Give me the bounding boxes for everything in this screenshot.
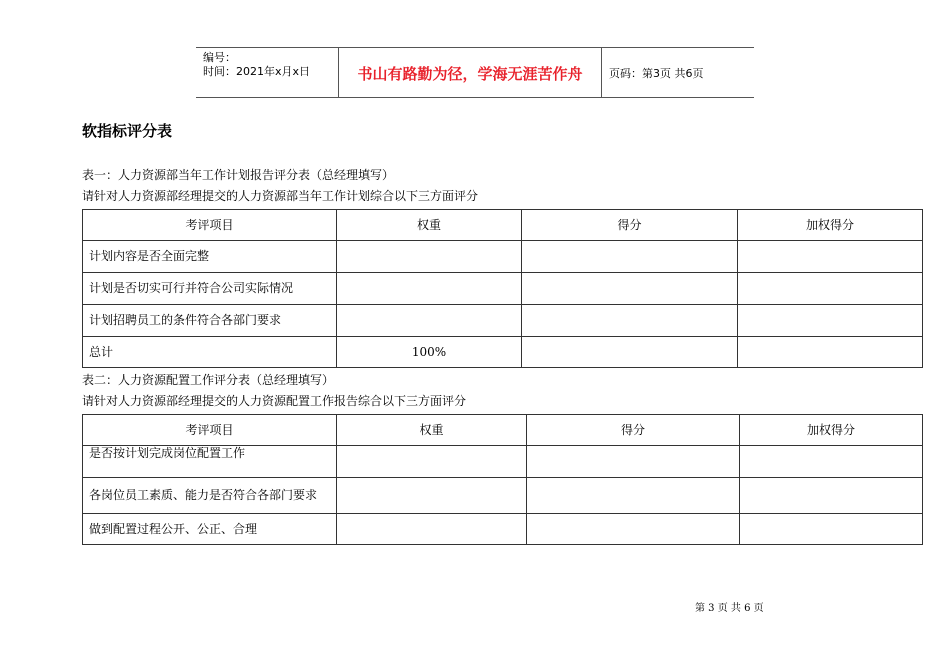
- header-cell-score: 得分: [527, 415, 740, 446]
- table-row: [83, 241, 923, 273]
- item-cell: 计划招聘员工的条件符合各部门要求: [83, 305, 337, 337]
- header-meta-cell: [196, 48, 339, 97]
- table-row: [83, 446, 923, 478]
- table-total-row: [83, 337, 923, 368]
- total-label-cell: 总计: [83, 337, 337, 368]
- header-cell-weight: 权重: [337, 415, 527, 446]
- table-row: [83, 305, 923, 337]
- total-weight-cell: 100%: [337, 337, 522, 368]
- header-cell-item: 考评项目: [83, 415, 337, 446]
- score-cell[interactable]: [527, 478, 740, 514]
- item-cell: 计划内容是否全面完整: [83, 241, 337, 273]
- header-cell-item: 考评项目: [83, 210, 337, 241]
- header-cell-weighted: 加权得分: [738, 210, 923, 241]
- table-row: [83, 478, 923, 514]
- header-page-cell: [602, 48, 754, 97]
- table-header-row: [83, 415, 923, 446]
- weight-cell[interactable]: [337, 273, 522, 305]
- score-cell[interactable]: [527, 446, 740, 478]
- weight-cell[interactable]: [337, 446, 527, 478]
- motto-text: 书山有路勤为径，学海无涯苦作舟: [357, 65, 583, 83]
- item-cell: 各岗位员工素质、能力是否符合各部门要求: [83, 478, 337, 514]
- table-header-row: [83, 210, 923, 241]
- number-label: 编号：: [203, 51, 236, 64]
- page-footer: 第 3 页 共 6 页: [695, 603, 764, 614]
- weighted-cell[interactable]: [740, 514, 923, 545]
- table1-caption: 表一：人力资源部当年工作计划报告评分表（总经理填写）: [82, 168, 395, 182]
- page-title: 软指标评分表: [82, 122, 173, 140]
- weighted-cell[interactable]: [740, 478, 923, 514]
- score-cell[interactable]: [522, 241, 738, 273]
- table1-instruction: 请针对人力资源部经理提交的人力资源部当年工作计划综合以下三方面评分: [82, 189, 479, 203]
- weight-cell[interactable]: [337, 514, 527, 545]
- weighted-cell[interactable]: [740, 446, 923, 478]
- weighted-cell[interactable]: [738, 241, 923, 273]
- table2-caption: 表二：人力资源配置工作评分表（总经理填写）: [82, 373, 335, 387]
- weight-cell[interactable]: [337, 305, 522, 337]
- item-cell: 计划是否切实可行并符合公司实际情况: [83, 273, 337, 305]
- weight-cell[interactable]: [337, 478, 527, 514]
- table-row: [83, 514, 923, 545]
- weighted-cell[interactable]: [738, 305, 923, 337]
- time-label: 时间：2021年x月x日: [203, 65, 311, 78]
- header-cell-score: 得分: [522, 210, 738, 241]
- item-cell: 做到配置过程公开、公正、合理: [83, 514, 337, 545]
- page-code: 页码：第3页 共6页: [609, 67, 704, 80]
- score-cell[interactable]: [522, 305, 738, 337]
- table1: [82, 209, 923, 368]
- weight-cell[interactable]: [337, 241, 522, 273]
- score-cell[interactable]: [527, 514, 740, 545]
- item-cell: 是否按计划完成岗位配置工作: [83, 446, 337, 478]
- header-motto-cell: [339, 48, 602, 97]
- score-cell[interactable]: [522, 273, 738, 305]
- total-weighted-cell[interactable]: [738, 337, 923, 368]
- table2-instruction: 请针对人力资源部经理提交的人力资源配置工作报告综合以下三方面评分: [82, 394, 467, 408]
- document-header: [196, 47, 754, 98]
- header-cell-weighted: 加权得分: [740, 415, 923, 446]
- weighted-cell[interactable]: [738, 273, 923, 305]
- table-row: [83, 273, 923, 305]
- header-cell-weight: 权重: [337, 210, 522, 241]
- table2: [82, 414, 923, 545]
- total-score-cell[interactable]: [522, 337, 738, 368]
